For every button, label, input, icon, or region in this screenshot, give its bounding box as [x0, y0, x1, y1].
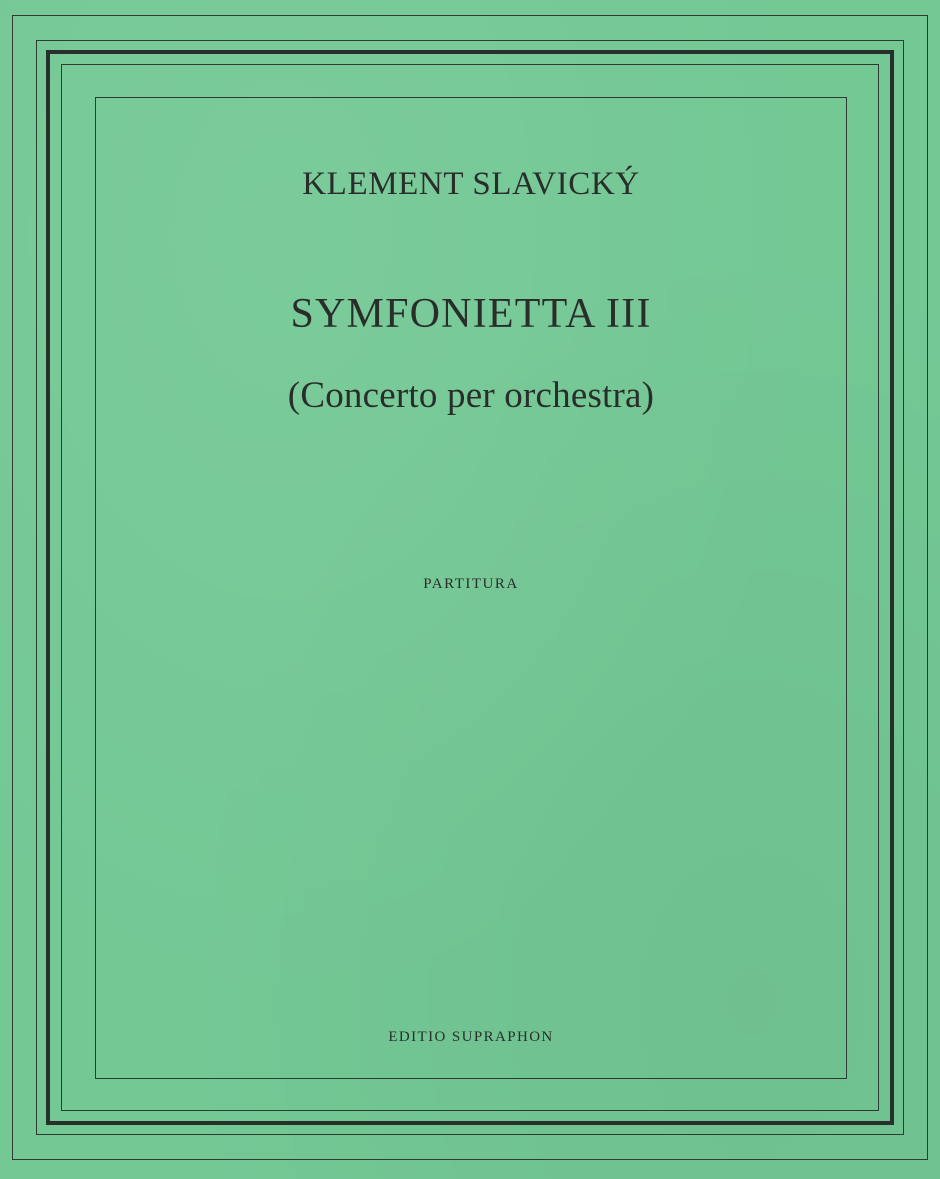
work-title: SYMFONIETTA III — [290, 291, 652, 337]
composer-name: KLEMENT SLAVICKÝ — [302, 166, 640, 202]
edition-type: PARTITURA — [423, 576, 519, 592]
publisher-name: EDITIO SUPRAPHON — [388, 1029, 554, 1045]
work-subtitle: (Concerto per orchestra) — [287, 375, 655, 416]
